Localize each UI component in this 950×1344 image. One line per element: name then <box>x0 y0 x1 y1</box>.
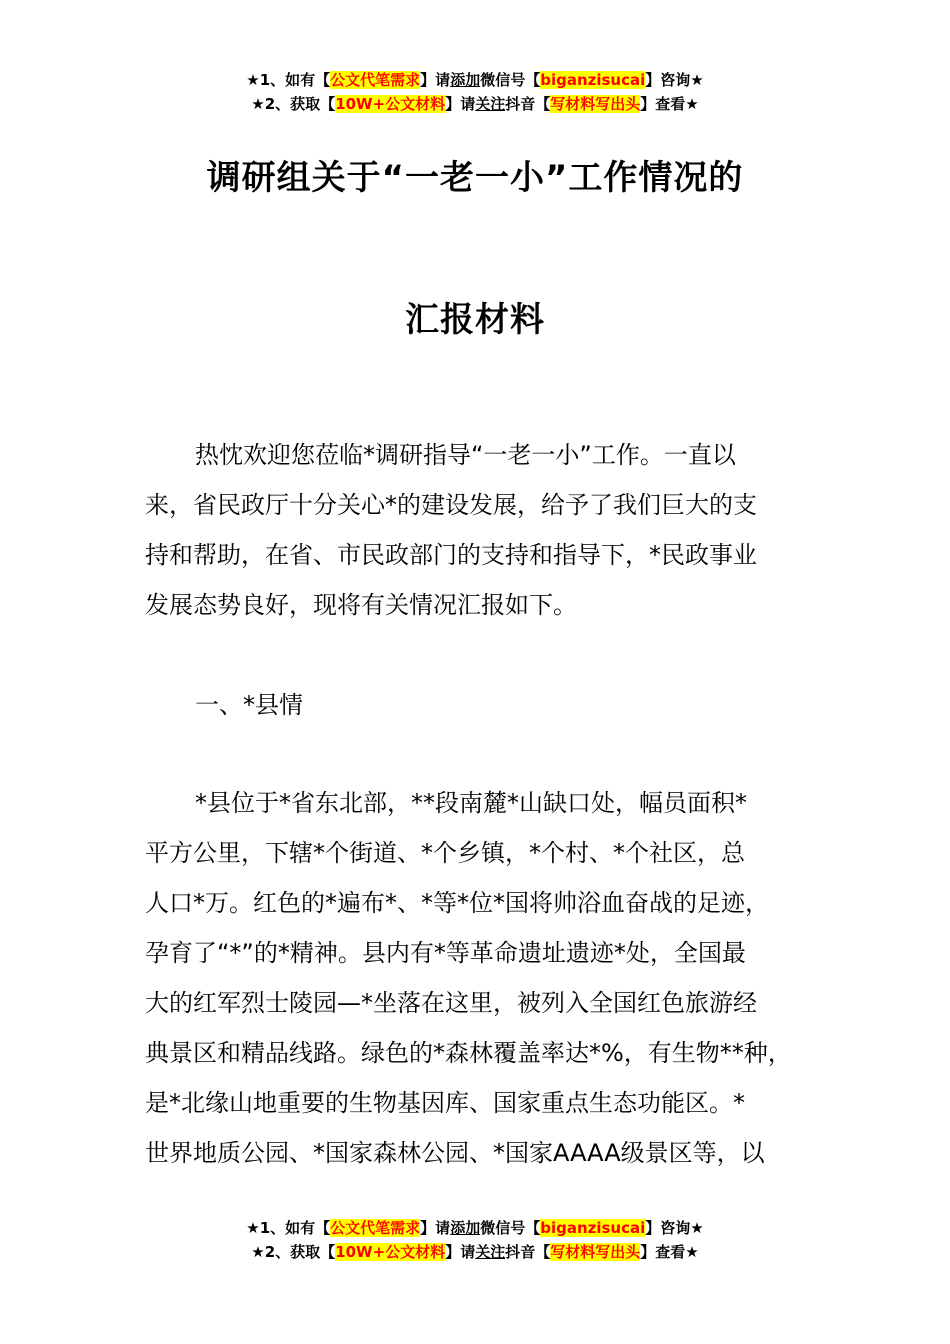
section-heading <box>145 680 835 730</box>
promo-text: ★1、如有【 <box>246 1219 331 1237</box>
county-paragraph <box>145 778 835 1178</box>
paragraph-line: 典景区和精品线路。绿色的*森林覆盖率达*%，有生物**种， <box>145 1039 792 1067</box>
promo-line-1 <box>0 68 950 92</box>
promo-text: 】请 <box>445 1243 476 1261</box>
promo-text: 微信号【 <box>480 71 541 89</box>
promo-text: 】请 <box>420 1219 451 1237</box>
promo-emphasis: 添加 <box>450 1219 481 1237</box>
promo-text: 抖音【 <box>505 1243 551 1261</box>
document-title-line-2: 汇报材料 <box>405 300 545 340</box>
promo-text: 微信号【 <box>480 1219 541 1237</box>
promo-highlight: 公文代笔需求 <box>330 1219 421 1237</box>
paragraph-line: 发展态势良好，现将有关情况汇报如下。 <box>145 591 577 619</box>
promo-highlight: 公文代笔需求 <box>330 71 421 89</box>
promo-text: ★2、获取【 <box>251 95 336 113</box>
promo-text: ★1、如有【 <box>246 71 331 89</box>
paragraph-line: 持和帮助，在省、市民政部门的支持和指导下，*民政事业 <box>145 541 757 569</box>
promo-highlight: biganzisucai <box>540 71 646 89</box>
paragraph-line: 平方公里，下辖*个街道、*个乡镇，*个村、*个社区，总 <box>145 839 745 867</box>
promo-banner-top <box>0 68 950 116</box>
document-title-line-1: 调研组关于“一老一小”工作情况的 <box>206 158 744 198</box>
promo-highlight: 写材料写出头 <box>550 95 641 113</box>
promo-line-2 <box>0 1240 950 1264</box>
promo-text: 】咨询★ <box>645 71 704 89</box>
promo-banner-bottom <box>0 1216 950 1264</box>
promo-highlight: 10W+公文材料 <box>335 95 446 113</box>
promo-emphasis: 添加 <box>450 71 481 89</box>
paragraph-line: 世界地质公园、*国家森林公园、*国家AAAA级景区等，以 <box>145 1139 765 1167</box>
promo-text: 抖音【 <box>505 95 551 113</box>
paragraph-line: 大的红军烈士陵园—*坐落在这里，被列入全国红色旅游经 <box>145 989 757 1017</box>
paragraph-line: 孕育了“*”的*精神。县内有*等革命遗址遗迹*处，全国最 <box>145 939 746 967</box>
paragraph-line: *县位于*省东北部，**段南麓*山缺口处，幅员面积* <box>195 789 747 817</box>
promo-text: 】咨询★ <box>645 1219 704 1237</box>
promo-text: 】查看★ <box>640 1243 699 1261</box>
promo-emphasis: 关注 <box>475 95 506 113</box>
section-heading-text: 一、*县情 <box>195 691 303 719</box>
paragraph-line: 是*北缘山地重要的生物基因库、国家重点生态功能区。* <box>145 1089 745 1117</box>
promo-text: 】请 <box>420 71 451 89</box>
paragraph-line: 人口*万。红色的*遍布*、*等*位*国将帅浴血奋战的足迹， <box>145 889 769 917</box>
promo-line-1 <box>0 1216 950 1240</box>
promo-highlight: 10W+公文材料 <box>335 1243 446 1261</box>
paragraph-line: 热忱欢迎您莅临*调研指导“一老一小”工作。一直以 <box>195 441 736 469</box>
promo-text: 】查看★ <box>640 95 699 113</box>
promo-highlight: 写材料写出头 <box>550 1243 641 1261</box>
intro-paragraph <box>145 430 835 630</box>
promo-line-2 <box>0 92 950 116</box>
paragraph-line: 来，省民政厅十分关心*的建设发展，给予了我们巨大的支 <box>145 491 757 519</box>
promo-text: 】请 <box>445 95 476 113</box>
promo-emphasis: 关注 <box>475 1243 506 1261</box>
promo-text: ★2、获取【 <box>251 1243 336 1261</box>
promo-highlight: biganzisucai <box>540 1219 646 1237</box>
